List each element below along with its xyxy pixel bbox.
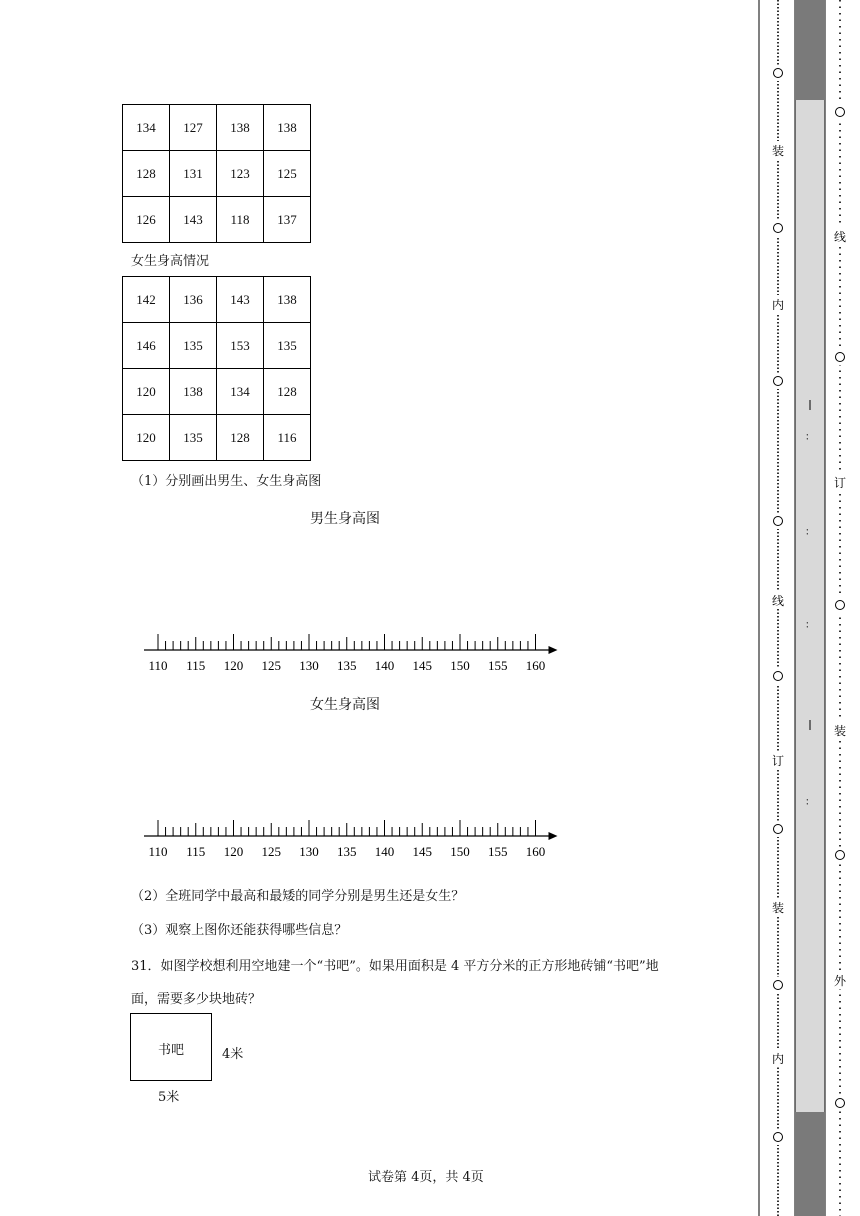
- table-row: [123, 105, 311, 151]
- binding-char: 装: [833, 724, 847, 738]
- table-cell: 134: [217, 369, 264, 415]
- tick-label: 160: [525, 658, 546, 673]
- table-cell: 128: [123, 151, 170, 197]
- tick-label: 120: [223, 658, 244, 673]
- table-cell: 118: [217, 197, 264, 243]
- question-2: （2）全班同学中最高和最矮的同学分别是男生还是女生？: [131, 889, 465, 904]
- tick-label: 160: [525, 844, 546, 859]
- table-row: [123, 415, 311, 461]
- binding-margin: [758, 0, 860, 1216]
- table-cell: 128: [264, 369, 311, 415]
- binding-band: [795, 0, 825, 1216]
- tick-label: 110: [148, 658, 168, 673]
- binding-char: 线: [771, 594, 785, 608]
- tick-label: 140: [374, 844, 395, 859]
- table-cell: 131: [170, 151, 217, 197]
- table-cell: 142: [123, 277, 170, 323]
- binding-char: 订: [833, 476, 847, 490]
- question-1: （1）分别画出男生、女生身高图: [131, 474, 322, 489]
- table-row: [123, 277, 311, 323]
- table-cell: 138: [264, 105, 311, 151]
- table-cell: 135: [264, 323, 311, 369]
- table-cell: 116: [264, 415, 311, 461]
- tick-label: 145: [412, 844, 432, 859]
- binding-band-bottom: [795, 1112, 825, 1216]
- tick-label: 125: [261, 844, 281, 859]
- girls-number-line: [140, 816, 580, 866]
- binding-circle: [774, 1133, 783, 1142]
- blank-mark: ：: [805, 527, 815, 538]
- binding-circle: [836, 851, 845, 860]
- table-cell: 123: [217, 151, 264, 197]
- rect-width-label: 5米: [158, 1090, 180, 1105]
- binding-char: 外: [833, 974, 847, 988]
- table-row: [123, 323, 311, 369]
- table-cell: 137: [264, 197, 311, 243]
- tick-label: 155: [488, 844, 508, 859]
- binding-circle: [836, 601, 845, 610]
- blank-mark: ：: [805, 432, 815, 443]
- axis-arrow: [549, 832, 558, 840]
- tick-label: 110: [148, 844, 168, 859]
- table-cell: 128: [217, 415, 264, 461]
- table-cell: 138: [170, 369, 217, 415]
- question-3: （3）观察上图你还能获得哪些信息？: [131, 923, 348, 938]
- table-cell: 120: [123, 415, 170, 461]
- table-cell: 125: [264, 151, 311, 197]
- table-cell: 146: [123, 323, 170, 369]
- binding-char: 装: [771, 144, 785, 158]
- tick-label: 150: [450, 658, 470, 673]
- binding-char: 内: [771, 298, 785, 312]
- binding-circle: [774, 825, 783, 834]
- tick-label: 130: [299, 658, 319, 673]
- table-cell: 120: [123, 369, 170, 415]
- binding-circle: [774, 224, 783, 233]
- boys-number-line: [140, 630, 580, 680]
- binding-char: 内: [771, 1052, 785, 1066]
- table-cell: 127: [170, 105, 217, 151]
- tick-label: 135: [337, 844, 357, 859]
- boys-chart-title: 男生身高图: [310, 511, 380, 527]
- binding-circle: [774, 377, 783, 386]
- tick-label: 145: [412, 658, 432, 673]
- table-row: [123, 197, 311, 243]
- tick-label: 140: [374, 658, 395, 673]
- binding-circle: [774, 517, 783, 526]
- table-cell: 138: [264, 277, 311, 323]
- binding-char: 线: [833, 230, 847, 244]
- binding-circle: [836, 353, 845, 362]
- question-31-line1: 31．如图学校想利用空地建一个“书吧”。如果用面积是 4 平方分米的正方形地砖铺“书吧”地: [131, 959, 659, 974]
- table-cell: 135: [170, 415, 217, 461]
- girls-height-table: [122, 276, 311, 461]
- binding-circle: [836, 108, 845, 117]
- tick-label: 115: [186, 844, 206, 859]
- table-cell: 135: [170, 323, 217, 369]
- question-31-line2: 面，需要多少块地砖？: [131, 992, 262, 1007]
- table-cell: 126: [123, 197, 170, 243]
- tick-label: 135: [337, 658, 357, 673]
- table-cell: 143: [217, 277, 264, 323]
- page-footer: 试卷第 4页，共 4页: [368, 1170, 484, 1185]
- table-row: [123, 369, 311, 415]
- boys-height-table: [122, 104, 311, 243]
- table-cell: 143: [170, 197, 217, 243]
- tick-label: 155: [488, 658, 508, 673]
- binding-circle: [774, 69, 783, 78]
- binding-char: 装: [771, 901, 785, 915]
- axis-arrow: [549, 646, 558, 654]
- tick-label: 130: [299, 844, 319, 859]
- table-cell: 153: [217, 323, 264, 369]
- binding-char: 订: [771, 754, 785, 768]
- rect-height-label: 4米: [222, 1047, 244, 1062]
- blank-mark: ：: [805, 620, 815, 631]
- tick-label: 150: [450, 844, 470, 859]
- table-cell: 138: [217, 105, 264, 151]
- binding-circle: [774, 672, 783, 681]
- tick-label: 120: [223, 844, 244, 859]
- girls-chart-title: 女生身高图: [310, 697, 380, 713]
- table-cell: 136: [170, 277, 217, 323]
- binding-circle: [836, 1099, 845, 1108]
- blank-mark: ：: [805, 797, 815, 808]
- tick-label: 115: [186, 658, 206, 673]
- table-cell: 134: [123, 105, 170, 151]
- girls-caption: 女生身高情况: [131, 254, 210, 269]
- tick-label: 125: [261, 658, 281, 673]
- shuba-label: 书吧: [157, 1043, 184, 1058]
- table-row: [123, 151, 311, 197]
- binding-circle: [774, 981, 783, 990]
- shuba-rectangle: [130, 1013, 212, 1081]
- binding-band-top: [795, 0, 825, 100]
